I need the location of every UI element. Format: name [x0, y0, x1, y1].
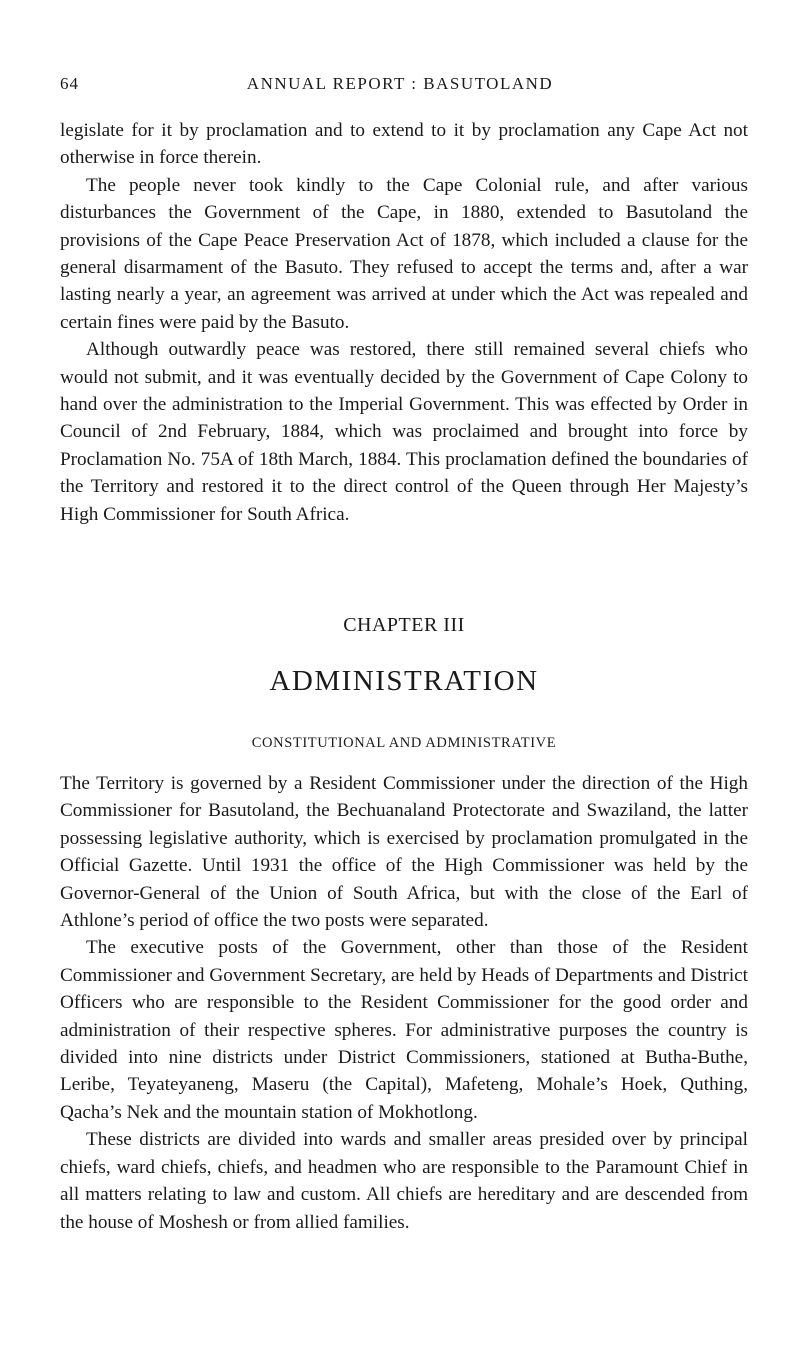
section-heading: CONSTITUTIONAL AND ADMINISTRATIVE	[251, 735, 557, 751]
administration-text-block	[60, 770, 748, 1236]
running-header	[60, 74, 740, 100]
paragraph-continued: legislate for it by proclamation and to extend to it by proclamation any Cape Act not otherwise in force therein.	[60, 120, 748, 169]
running-title: ANNUAL REPORT : BASUTOLAND	[246, 74, 554, 93]
page-number: 64	[60, 74, 79, 93]
paragraph-executive-posts: The executive posts of the Government, other than those of the Resident Commissioner and Government Secretary, are held by Heads of Departments and District Officers who are responsible to the Resident Commissioner for the good order and administration of their respective spheres. For administrative purposes the country is divided into nine districts under District Commissioners, stationed at Butha-Buthe, Leribe, Teyateyaneng, Maseru (the Capital), Mafeteng, Mohale’s Hoek, Quthing, Qacha’s Nek and the mountain station of Mokhotlong.	[60, 937, 748, 1123]
history-text-block	[60, 117, 748, 528]
paragraph-districts-chiefs: These districts are divided into wards and smaller areas presided over by principal chiefs, ward chiefs, chiefs, and headmen who are responsible to the Paramount Chief in all matters relating to law and custom. All chiefs are hereditary and are descended from the house of Moshesh or from allied families.	[60, 1129, 748, 1233]
paragraph-resident-commissioner: The Territory is governed by a Resident Commissioner under the direction of the High Commissioner for Basutoland, the Bechuanaland Protectorate and Swaziland, the latter possessing legislative authority, which is exercised by proclamation promulgated in the Official Gazette. Until 1931 the office of the High Commissioner was held by the Governor-General of the Union of South Africa, but with the close of the Earl of Athlone’s period of office the two posts were separated.	[60, 773, 748, 932]
paragraph-imperial-government: Although outwardly peace was restored, there still remained several chiefs who would not submit, and it was eventually decided by the Government of Cape Colony to hand over the administration to the Imperial Government. This was effected by Order in Council of 2nd February, 1884, which was proclaimed and brought into force by Proclamation No. 75A of 18th March, 1884. This proclamation defined the boundaries of the Territory and restored it to the direct control of the Queen through Her Majesty’s High Commissioner for South Africa.	[60, 339, 748, 525]
chapter-title: ADMINISTRATION	[269, 665, 539, 697]
chapter-label: CHAPTER III	[343, 614, 465, 636]
paragraph-cape-rule: The people never took kindly to the Cape Colonial rule, and after various disturbances the Government of the Cape, in 1880, extended to Basutoland the provisions of the Cape Peace Preservation Act of 1878, which included a clause for the general disarmament of the Basuto. They refused to accept the terms and, after a war lasting nearly a year, an agreement was arrived at under which the Act was repealed and certain fines were paid by the Basuto.	[60, 174, 748, 333]
